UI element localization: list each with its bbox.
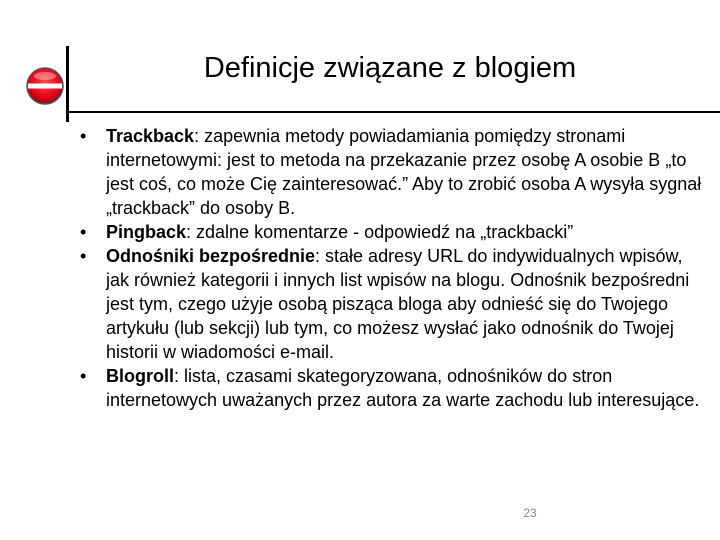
red-circle-icon [25,66,65,106]
bullet-list [80,124,710,412]
list-item [80,220,710,244]
list-item [80,364,710,412]
definition-blogroll: : lista, czasami skategoryzowana, odnośników do stron internetowych uważanych przez autora za warte zachodu lub interesujące. [106,366,700,410]
term-permalinks: Odnośniki bezpośrednie [106,246,316,266]
definition-pingback: : zdalne komentarze - odpowiedź na „trackbacki” [186,222,574,242]
term-trackback: Trackback [106,126,195,146]
list-item [80,124,710,220]
definition-trackback: : zapewnia metody powiadamiania pomiędzy stronami internetowymi: jest to metoda na przekazanie przez osobę A osobie B „to jest coś, co może Cię zainteresować.” Aby to zrobić osoba A wysyła sygnał „trackback” do osoby B. [106,126,702,218]
title-horizontal-rule [66,111,720,113]
bullet-marker: • [80,246,87,266]
list-item [80,244,710,364]
definition-permalinks: : stałe adresy URL do indywidualnych wpisów, jak również kategorii i innych list wpisów na blogu. Odnośnik bezpośredni jest tym, czego użyje osobą pisząca bloga aby odnieść się do Twojego artykułu (lub sekcji) lub tym, co możesz wysłać jako odnośnik do Twojej historii w wiadomości e-mail. [106,246,690,362]
term-blogroll: Blogroll [106,366,174,386]
bullet-marker: • [80,366,87,386]
slide-title: Definicje związane z blogiem [203,52,577,84]
term-pingback: Pingback [106,222,187,242]
page-number: 23 [523,506,537,520]
bullet-marker: • [80,126,87,146]
bullet-marker: • [80,222,87,242]
